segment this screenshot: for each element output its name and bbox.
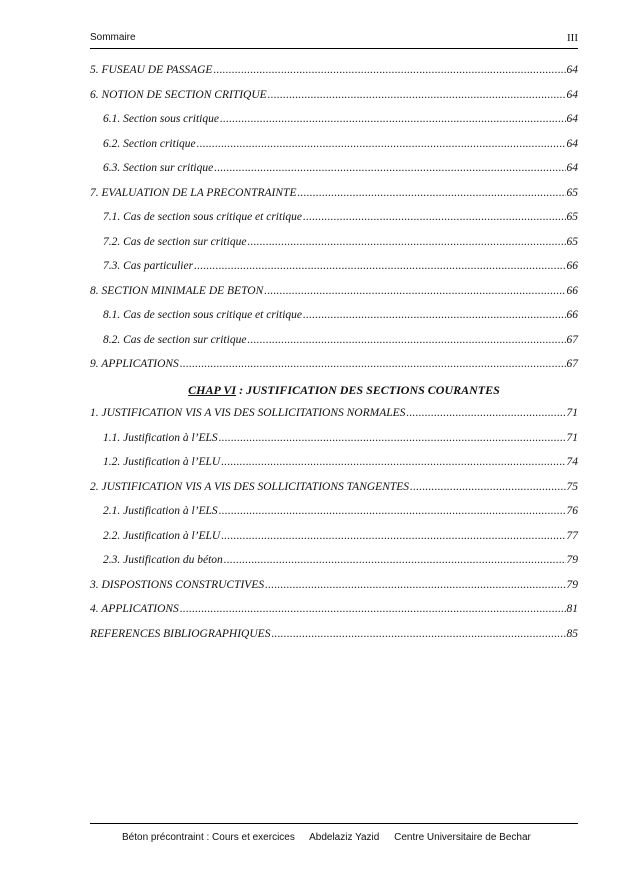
toc-leader-dots: [221, 530, 565, 542]
toc-part-2: [90, 407, 578, 652]
toc-entry-title: 8.1. Cas de section sous critique et critique: [103, 309, 302, 321]
toc-entry: [90, 162, 578, 187]
toc-entry-title: 4. APPLICATIONS: [90, 603, 179, 615]
toc-entry: [90, 628, 578, 653]
toc-entry-page: 67: [566, 333, 578, 346]
toc-entry-title: 2.2. Justification à l’ELU: [103, 529, 221, 542]
toc-leader-dots: [303, 309, 566, 321]
toc-entry-page: 64: [566, 137, 578, 150]
toc-entry-page: 79: [566, 554, 578, 566]
toc-entry: [90, 407, 578, 432]
toc-entry: [90, 187, 578, 212]
toc-leader-dots: [213, 64, 565, 76]
toc-leader-dots: [297, 187, 565, 199]
chapter-title: : JUSTIFICATION DES SECTIONS COURANTES: [239, 382, 500, 397]
toc-entry: [90, 89, 578, 114]
toc-entry-title: REFERENCES BIBLIOGRAPHIQUES: [90, 627, 271, 640]
toc-entry-title: 2. JUSTIFICATION VIS A VIS DES SOLLICITATIONS TANGENTES: [90, 480, 410, 493]
toc-entry: [90, 456, 578, 481]
toc-leader-dots: [265, 579, 565, 591]
toc-entry-page: 64: [566, 162, 578, 174]
toc-entry-title: 7.2. Cas de section sur critique: [103, 235, 247, 248]
toc-entry-title: 8. SECTION MINIMALE DE BETON: [90, 284, 264, 297]
toc-entry: [90, 334, 578, 359]
page-footer: [90, 823, 578, 843]
toc-entry: [90, 138, 578, 163]
footer-course: Béton précontraint : Cours et exercices: [122, 832, 295, 843]
toc-entry-title: 7.1. Cas de section sous critique et critique: [103, 211, 302, 223]
toc-entry-page: 65: [566, 186, 578, 199]
toc-entry-title: 1.2. Justification à l’ELU: [103, 456, 221, 468]
toc-entry: [90, 236, 578, 261]
toc-entry-title: 6. NOTION DE SECTION CRITIQUE: [90, 88, 267, 101]
table-of-contents: [90, 64, 578, 652]
toc-entry-page: 66: [566, 260, 578, 272]
toc-leader-dots: [219, 505, 566, 517]
toc-leader-dots: [410, 481, 565, 493]
toc-entry-page: 67: [566, 358, 578, 370]
toc-leader-dots: [219, 432, 566, 444]
toc-entry-page: 65: [566, 211, 578, 223]
toc-entry-page: 71: [566, 407, 578, 419]
toc-entry: [90, 64, 578, 89]
header-section-title: Sommaire: [90, 32, 136, 43]
toc-entry-title: 7.3. Cas particulier: [103, 260, 194, 272]
toc-leader-dots: [264, 285, 565, 297]
toc-leader-dots: [214, 162, 565, 174]
header-page-number: III: [567, 32, 578, 44]
toc-entry-page: 66: [566, 309, 578, 321]
toc-entry-title: 7. EVALUATION DE LA PRECONTRAINTE: [90, 186, 297, 199]
toc-entry-title: 6.2. Section critique: [103, 137, 196, 150]
page-header: [90, 30, 578, 49]
toc-entry: [90, 113, 578, 138]
toc-part-1: [90, 64, 578, 383]
toc-entry-page: 74: [566, 456, 578, 468]
toc-entry: [90, 554, 578, 579]
toc-entry: [90, 285, 578, 310]
footer-institution: Centre Universitaire de Bechar: [394, 832, 531, 843]
toc-entry-page: 85: [566, 627, 578, 640]
toc-entry-title: 8.2. Cas de section sur critique: [103, 333, 247, 346]
toc-entry: [90, 260, 578, 285]
toc-entry-title: 5. FUSEAU DE PASSAGE: [90, 64, 213, 76]
toc-leader-dots: [197, 138, 566, 150]
toc-entry-page: 75: [566, 480, 578, 493]
toc-leader-dots: [406, 407, 565, 419]
toc-entry-page: 64: [566, 113, 578, 125]
toc-leader-dots: [224, 554, 566, 566]
chapter-label: CHAP VI: [188, 382, 237, 397]
toc-entry-page: 64: [566, 88, 578, 101]
toc-entry-title: 2.1. Justification à l’ELS: [103, 505, 218, 517]
toc-entry: [90, 211, 578, 236]
toc-leader-dots: [271, 628, 565, 640]
toc-entry: [90, 309, 578, 334]
toc-entry-title: 9. APPLICATIONS: [90, 358, 179, 370]
chapter-heading: [90, 383, 578, 408]
toc-entry-page: 81: [566, 603, 578, 615]
toc-entry-page: 71: [566, 431, 578, 444]
toc-leader-dots: [247, 334, 565, 346]
toc-entry-page: 76: [566, 505, 578, 517]
toc-entry-title: 6.1. Section sous critique: [103, 113, 219, 125]
footer-author: Abdelaziz Yazid: [309, 832, 380, 843]
toc-entry: [90, 530, 578, 555]
toc-leader-dots: [194, 260, 565, 272]
toc-leader-dots: [180, 603, 566, 615]
toc-entry: [90, 505, 578, 530]
toc-leader-dots: [220, 113, 566, 125]
toc-entry-page: 65: [566, 235, 578, 248]
toc-entry: [90, 579, 578, 604]
toc-entry: [90, 432, 578, 457]
toc-entry-page: 66: [566, 284, 578, 297]
toc-entry-page: 77: [566, 529, 578, 542]
toc-entry-title: 3. DISPOSTIONS CONSTRUCTIVES: [90, 578, 265, 591]
toc-entry: [90, 358, 578, 383]
toc-entry-title: 6.3. Section sur critique: [103, 162, 214, 174]
toc-leader-dots: [303, 211, 566, 223]
toc-leader-dots: [247, 236, 565, 248]
toc-leader-dots: [268, 89, 566, 101]
toc-entry-page: 64: [566, 64, 578, 76]
toc-entry-title: 2.3. Justification du béton: [103, 554, 223, 566]
toc-entry: [90, 603, 578, 628]
toc-entry-title: 1. JUSTIFICATION VIS A VIS DES SOLLICITATIONS NORMALES: [90, 407, 406, 419]
toc-leader-dots: [180, 358, 566, 370]
toc-entry-page: 79: [566, 578, 578, 591]
toc-leader-dots: [221, 456, 565, 468]
toc-entry: [90, 481, 578, 506]
toc-entry-title: 1.1. Justification à l’ELS: [103, 431, 218, 444]
